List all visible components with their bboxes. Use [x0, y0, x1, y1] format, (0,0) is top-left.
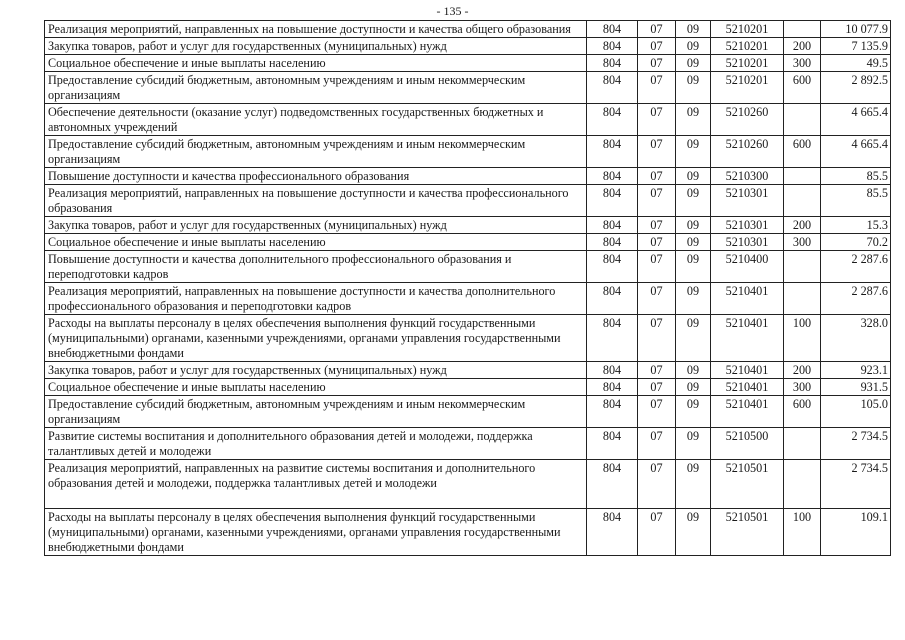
expense-type-code: 600	[784, 136, 821, 168]
amount: 85.5	[821, 168, 891, 185]
row-name: Обеспечение деятельности (оказание услуг) подведомственных государственных бюджетных и автономных учреждений	[45, 104, 587, 136]
ministry-code: 804	[587, 509, 638, 556]
row-name: Социальное обеспечение и иные выплаты населению	[45, 234, 587, 251]
section-code: 07	[638, 234, 676, 251]
amount: 2 734.5	[821, 460, 891, 509]
expense-type-code: 300	[784, 234, 821, 251]
expense-type-code	[784, 168, 821, 185]
subsection-code: 09	[676, 379, 711, 396]
amount: 7 135.9	[821, 38, 891, 55]
ministry-code: 804	[587, 104, 638, 136]
subsection-code: 09	[676, 21, 711, 38]
expense-type-code: 100	[784, 315, 821, 362]
ministry-code: 804	[587, 38, 638, 55]
row-name: Закупка товаров, работ и услуг для государственных (муниципальных) нужд	[45, 38, 587, 55]
amount: 109.1	[821, 509, 891, 556]
ministry-code: 804	[587, 396, 638, 428]
amount: 2 287.6	[821, 251, 891, 283]
expense-type-code: 600	[784, 396, 821, 428]
target-article-code: 5210401	[711, 283, 784, 315]
row-name: Повышение доступности и качества профессионального образования	[45, 168, 587, 185]
table-row	[45, 379, 891, 396]
table-row	[45, 217, 891, 234]
expense-type-code: 300	[784, 55, 821, 72]
target-article-code: 5210500	[711, 428, 784, 460]
row-name: Предоставление субсидий бюджетным, автономным учреждениям и иным некоммерческим организациям	[45, 396, 587, 428]
row-name: Повышение доступности и качества дополнительного профессионального образования и переподготовки кадров	[45, 251, 587, 283]
subsection-code: 09	[676, 251, 711, 283]
expense-type-code	[784, 428, 821, 460]
row-name: Реализация мероприятий, направленных на повышение доступности и качества дополнительного профессионального образования и переподготовки кадров	[45, 283, 587, 315]
row-name: Расходы на выплаты персоналу в целях обеспечения выполнения функций государственными (муниципальными) органами, казенными учреждениями, органами управления государственными внебюджетными фондами	[45, 315, 587, 362]
subsection-code: 09	[676, 55, 711, 72]
row-name: Социальное обеспечение и иные выплаты населению	[45, 379, 587, 396]
section-code: 07	[638, 21, 676, 38]
section-code: 07	[638, 283, 676, 315]
expense-type-code: 600	[784, 72, 821, 104]
subsection-code: 09	[676, 362, 711, 379]
expense-type-code	[784, 283, 821, 315]
section-code: 07	[638, 104, 676, 136]
section-code: 07	[638, 362, 676, 379]
expense-type-code	[784, 21, 821, 38]
table-row	[45, 509, 891, 556]
table-row	[45, 55, 891, 72]
subsection-code: 09	[676, 315, 711, 362]
target-article-code: 5210300	[711, 168, 784, 185]
ministry-code: 804	[587, 72, 638, 104]
table-row	[45, 251, 891, 283]
amount: 931.5	[821, 379, 891, 396]
ministry-code: 804	[587, 185, 638, 217]
row-name: Закупка товаров, работ и услуг для государственных (муниципальных) нужд	[45, 362, 587, 379]
amount: 10 077.9	[821, 21, 891, 38]
target-article-code: 5210201	[711, 21, 784, 38]
ministry-code: 804	[587, 379, 638, 396]
amount: 15.3	[821, 217, 891, 234]
row-name: Развитие системы воспитания и дополнительного образования детей и молодежи, поддержка талантливых детей и молодежи	[45, 428, 587, 460]
expense-type-code	[784, 185, 821, 217]
target-article-code: 5210201	[711, 38, 784, 55]
amount: 105.0	[821, 396, 891, 428]
expense-type-code: 200	[784, 362, 821, 379]
subsection-code: 09	[676, 234, 711, 251]
target-article-code: 5210401	[711, 396, 784, 428]
subsection-code: 09	[676, 136, 711, 168]
ministry-code: 804	[587, 362, 638, 379]
subsection-code: 09	[676, 509, 711, 556]
amount: 49.5	[821, 55, 891, 72]
expense-type-code	[784, 460, 821, 509]
ministry-code: 804	[587, 55, 638, 72]
subsection-code: 09	[676, 38, 711, 55]
expense-type-code	[784, 251, 821, 283]
target-article-code: 5210260	[711, 104, 784, 136]
amount: 2 892.5	[821, 72, 891, 104]
ministry-code: 804	[587, 136, 638, 168]
row-name: Реализация мероприятий, направленных на повышение доступности и качества общего образования	[45, 21, 587, 38]
row-name: Реализация мероприятий, направленных на развитие системы воспитания и дополнительного образования детей и молодежи, поддержка талантливых детей и молодежи	[45, 460, 587, 509]
expense-type-code: 300	[784, 379, 821, 396]
row-name: Закупка товаров, работ и услуг для государственных (муниципальных) нужд	[45, 217, 587, 234]
expense-type-code: 200	[784, 217, 821, 234]
table-row	[45, 72, 891, 104]
section-code: 07	[638, 55, 676, 72]
section-code: 07	[638, 251, 676, 283]
table-row	[45, 136, 891, 168]
target-article-code: 5210401	[711, 379, 784, 396]
section-code: 07	[638, 315, 676, 362]
subsection-code: 09	[676, 217, 711, 234]
ministry-code: 804	[587, 460, 638, 509]
table-row	[45, 315, 891, 362]
table-row	[45, 460, 891, 509]
subsection-code: 09	[676, 72, 711, 104]
row-name: Расходы на выплаты персоналу в целях обеспечения выполнения функций государственными (муниципальными) органами, казенными учреждениями, органами управления государственными внебюджетными фондами	[45, 509, 587, 556]
section-code: 07	[638, 72, 676, 104]
table-row	[45, 168, 891, 185]
row-name: Предоставление субсидий бюджетным, автономным учреждениям и иным некоммерческим организациям	[45, 72, 587, 104]
target-article-code: 5210201	[711, 72, 784, 104]
target-article-code: 5210400	[711, 251, 784, 283]
section-code: 07	[638, 509, 676, 556]
subsection-code: 09	[676, 104, 711, 136]
subsection-code: 09	[676, 428, 711, 460]
ministry-code: 804	[587, 251, 638, 283]
section-code: 07	[638, 379, 676, 396]
amount: 2 734.5	[821, 428, 891, 460]
ministry-code: 804	[587, 168, 638, 185]
table-row	[45, 38, 891, 55]
page-number: - 135 -	[436, 4, 469, 18]
subsection-code: 09	[676, 168, 711, 185]
section-code: 07	[638, 460, 676, 509]
ministry-code: 804	[587, 315, 638, 362]
amount: 4 665.4	[821, 104, 891, 136]
table-row	[45, 396, 891, 428]
target-article-code: 5210401	[711, 315, 784, 362]
target-article-code: 5210501	[711, 509, 784, 556]
section-code: 07	[638, 428, 676, 460]
amount: 328.0	[821, 315, 891, 362]
table-row	[45, 104, 891, 136]
row-name: Реализация мероприятий, направленных на повышение доступности и качества профессионального образования	[45, 185, 587, 217]
amount: 85.5	[821, 185, 891, 217]
target-article-code: 5210501	[711, 460, 784, 509]
row-name: Социальное обеспечение и иные выплаты населению	[45, 55, 587, 72]
target-article-code: 5210301	[711, 234, 784, 251]
amount: 923.1	[821, 362, 891, 379]
ministry-code: 804	[587, 21, 638, 38]
ministry-code: 804	[587, 217, 638, 234]
amount: 70.2	[821, 234, 891, 251]
table-row	[45, 362, 891, 379]
subsection-code: 09	[676, 283, 711, 315]
row-name: Предоставление субсидий бюджетным, автономным учреждениям и иным некоммерческим организациям	[45, 136, 587, 168]
target-article-code: 5210401	[711, 362, 784, 379]
ministry-code: 804	[587, 283, 638, 315]
subsection-code: 09	[676, 396, 711, 428]
section-code: 07	[638, 396, 676, 428]
section-code: 07	[638, 185, 676, 217]
section-code: 07	[638, 217, 676, 234]
section-code: 07	[638, 136, 676, 168]
subsection-code: 09	[676, 460, 711, 509]
table-row	[45, 428, 891, 460]
budget-table	[44, 20, 891, 556]
table-row	[45, 283, 891, 315]
expense-type-code	[784, 104, 821, 136]
target-article-code: 5210260	[711, 136, 784, 168]
section-code: 07	[638, 168, 676, 185]
table-row	[45, 185, 891, 217]
table-row	[45, 234, 891, 251]
amount: 2 287.6	[821, 283, 891, 315]
ministry-code: 804	[587, 428, 638, 460]
ministry-code: 804	[587, 234, 638, 251]
target-article-code: 5210301	[711, 217, 784, 234]
subsection-code: 09	[676, 185, 711, 217]
expense-type-code: 200	[784, 38, 821, 55]
amount: 4 665.4	[821, 136, 891, 168]
expense-type-code: 100	[784, 509, 821, 556]
table-row	[45, 21, 891, 38]
section-code: 07	[638, 38, 676, 55]
target-article-code: 5210301	[711, 185, 784, 217]
target-article-code: 5210201	[711, 55, 784, 72]
